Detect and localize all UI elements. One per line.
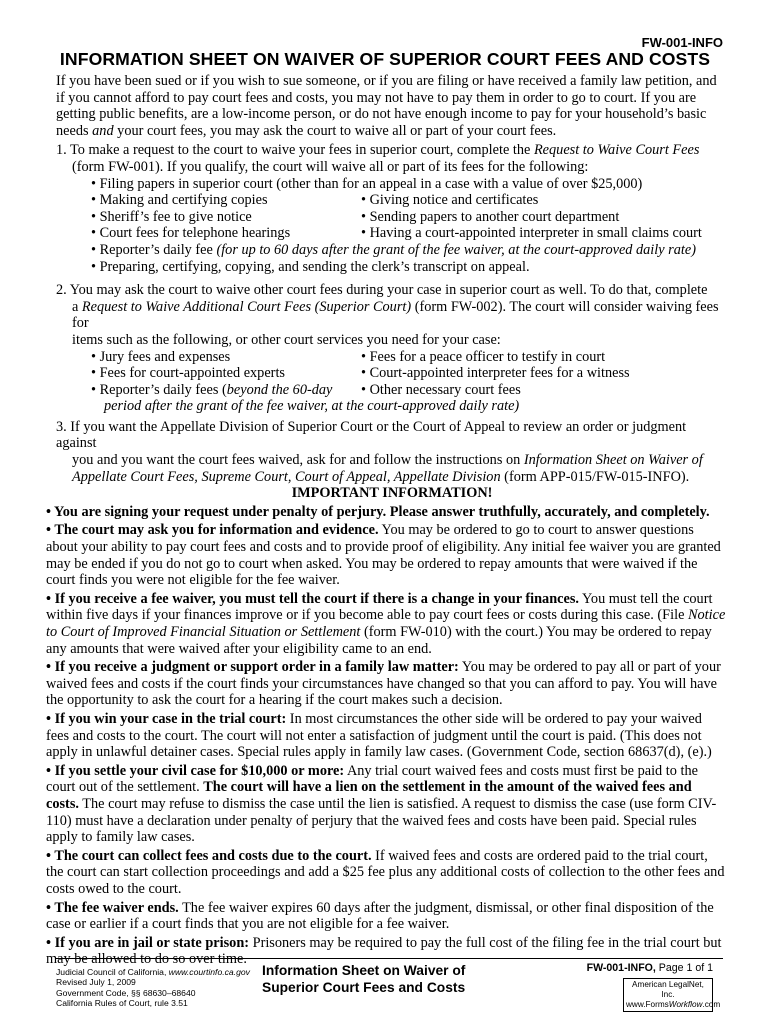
brand-url: [626, 1000, 721, 1010]
important-family-law-text: You may be ordered to pay all or part of your waived fees and costs if the court finds your circumstances have changed so that you can afford to pay. You will have the opportunity to ask the court for a hearing if the court makes such a decision.: [46, 659, 721, 709]
important-finances-form: Notice to Court of Improved Financial Situation or Settlement: [46, 607, 726, 640]
footer-rules: California Rules of Court, rule 3.51: [56, 998, 188, 1009]
important-win-case-text: In most circumstances the other side will be ordered to pay your waived fees and costs to the court. The court will not enter a satisfaction of judgment until the court is paid. (This does not apply in unlawful detainer cases. Special rules apply in family law cases. (Government Code, section 68637(d), (e).): [46, 710, 712, 761]
item-2-text-a: a: [72, 298, 82, 315]
important-win-case: [46, 711, 728, 761]
item-3-line-1: 3. If you want the Appellate Division of Superior Court or the Court of Appeal to review an order or judgment against: [56, 418, 687, 452]
footer-divider: [56, 958, 723, 959]
footer-revised: Revised July 1, 2009: [56, 977, 136, 988]
item-2-row-2: [56, 365, 728, 382]
important-finances: [46, 591, 728, 657]
important-collect-text: If waived fees and costs are ordered paid to the trial court, the court can start collection proceedings and add a $25 fee plus any additional costs of collection to the other fees and costs owed to the court.: [46, 847, 725, 897]
item-2-row-3: [56, 382, 728, 399]
intro-and: and: [92, 122, 114, 139]
item-1-bullet-sending: • Sending papers to another court department: [361, 208, 620, 225]
item-1-reporter-text: • Reporter’s daily fee: [91, 241, 217, 258]
item-1-text: 1. To make a request to the court to waive your fees in superior court, complete the: [56, 142, 534, 159]
important-settle-bold: • If you settle your civil case for $10,000 or more:: [46, 762, 345, 779]
important-heading: IMPORTANT INFORMATION!: [291, 485, 493, 502]
important-evidence-bold: • The court may ask you for information and evidence.: [46, 522, 379, 539]
item-1-row-3: [56, 209, 728, 226]
intro-text-1: If you have been sued or if you wish to sue someone, or if you are filing or have received a family law petition, and if you cannot afford to pay court fees and costs, you may not have to pay them in order to go to court. If you are getting public benefits, are a low-income person, or do not have enough income to pay for your household’s basic needs: [56, 73, 717, 139]
important-settle: [46, 763, 728, 846]
item-3-italic-b: Appellate Court Fees, Supreme Court, Court of Appeal, Appellate Division: [72, 468, 501, 485]
important-finances-text-b: (form FW-010) with the court.) You may be ordered to repay any amounts that were waived after your eligibility came to an end.: [46, 624, 712, 657]
important-waiver-ends-text: The fee waiver expires 60 days after the judgment, dismissal, or other final disposition of the case or earlier if a court finds that you are not eligible for a fee waiver.: [46, 899, 714, 933]
footer-council: [56, 967, 250, 977]
item-2-bullet-experts: • Fees for court-appointed experts: [91, 365, 285, 382]
item-1-bullet-sheriff: • Sheriff’s fee to give notice: [91, 208, 252, 225]
important-settle-text-a: Any trial court waived fees and costs must first be paid to the court out of the settlement.: [46, 762, 698, 796]
item-1-reporter-italic: (for up to 60 days after the grant of the fee waiver, at the court-approved daily rate): [216, 241, 696, 258]
item-3-line-2: [56, 452, 728, 469]
item-2-line-1: 2. You may ask the court to waive other court fees during your case in superior court as well. To do that, complete: [56, 282, 708, 299]
item-2-period-text: period after the grant of the fee waiver, at the court-approved daily rate): [104, 398, 520, 415]
item-1-line-2: (form FW-001). If you qualify, the court will waive all or part of its fees for the following:: [72, 158, 589, 175]
important-settle-lien: The court will have a lien on the settlement in the amount of the waived fees and costs.: [46, 779, 692, 812]
important-perjury: [46, 504, 728, 521]
item-1-bullet-copies: • Making and certifying copies: [91, 192, 268, 209]
item-2-reporter-italic: beyond the 60-day: [226, 381, 333, 398]
footer-left: [56, 967, 250, 1009]
item-2-bullet-jury: • Jury fees and expenses: [91, 348, 231, 365]
footer-title: [262, 962, 465, 997]
footer-gov-code: Government Code, §§ 68630–68640: [56, 987, 196, 998]
item-1-form-name: Request to Waive Court Fees: [533, 142, 700, 159]
item-2-line-3: items such as the following, or other court services you need for your case:: [72, 331, 501, 348]
item-3-text-b: (form APP-015/FW-015-INFO).: [500, 468, 690, 485]
brand-url-a: www.Forms: [626, 1000, 669, 1009]
item-3-text-a: you and you want the court fees waived, ask for and follow the instructions on: [72, 452, 524, 469]
item-1-row-2: [56, 192, 728, 209]
item-3: [56, 419, 728, 485]
important-family-law-bold: • If you receive a judgment or support order in a family law matter:: [46, 659, 459, 676]
item-2-reporter-text: • Reporter’s daily fees (: [91, 381, 227, 398]
important-win-case-bold: • If you win your case in the trial court:: [46, 710, 287, 727]
item-1-bullet-reporter: [56, 242, 728, 259]
form-number: FW-001-INFO: [641, 35, 723, 50]
item-2-row-1: [56, 349, 728, 366]
item-2: [56, 282, 728, 415]
item-2-bullet-interpreter: • Court-appointed interpreter fees for a witness: [361, 365, 630, 382]
brand-url-b: Workflow: [668, 1000, 703, 1009]
important-collect: [46, 848, 728, 898]
intro-text-2: your court fees, you may ask the court to waive all or part of your court fees.: [113, 122, 557, 139]
important-settle-text-b: The court may refuse to dismiss the case until the lien is satisfied. A request to dismiss the case (use form CIV-110) must have a declaration under penalty of perjury that the waived fees and costs have been paid. Special rules apply to family law cases.: [46, 795, 717, 846]
footer-council-text: Judicial Council of California,: [56, 967, 169, 977]
item-3-line-3: [56, 469, 728, 486]
footer-title-line-1: Information Sheet on Waiver of: [262, 963, 466, 978]
footer-title-line-2: Superior Court Fees and Costs: [262, 980, 466, 996]
brand-name: American LegalNet, Inc.: [632, 980, 704, 999]
page-title: INFORMATION SHEET ON WAIVER OF SUPERIOR COURT FEES AND COSTS: [59, 49, 711, 69]
item-1-bullet-telephone: • Court fees for telephone hearings: [91, 225, 291, 242]
item-1: [56, 142, 728, 275]
item-1-bullet-notice: • Giving notice and certificates: [361, 192, 539, 209]
important-family-law: [46, 659, 728, 709]
important-evidence: [46, 522, 728, 588]
item-3-italic-a: Information Sheet on Waiver of: [523, 452, 703, 469]
form-body: [46, 73, 728, 968]
intro-paragraph: [56, 73, 728, 139]
footer-form-number: FW-001-INFO,: [586, 962, 656, 974]
important-waiver-ends-bold: • The fee waiver ends.: [46, 899, 179, 916]
item-2-bullet-peace-officer: • Fees for a peace officer to testify in court: [361, 348, 606, 365]
important-prison-bold: • If you are in jail or state prison:: [46, 934, 250, 951]
item-1-bullet-interpreter: • Having a court-appointed interpreter in small claims court: [361, 225, 702, 242]
footer-page-number: Page 1 of 1: [655, 962, 713, 974]
footer-page-info: [587, 962, 713, 974]
item-2-form-name: Request to Waive Additional Court Fees (Superior Court): [81, 298, 412, 315]
item-2-text-b: (form FW-002). The court will consider waiving fees for: [72, 298, 719, 332]
important-waiver-ends: [46, 900, 728, 933]
important-evidence-text: You may be ordered to go to court to answer questions about your ability to pay court fees and costs and to provide proof of eligibility. Any initial fee waiver you are granted may be ended if you do not go to court when asked. You may be ordered to repay amounts that were waived if the court finds you were not eligible for the fee waiver.: [46, 522, 721, 589]
item-1-line-1: [56, 142, 728, 159]
item-1-bullet-transcript: • Preparing, certifying, copying, and sending the clerk’s transcript on appeal.: [91, 258, 530, 275]
item-2-line-2: [56, 299, 728, 332]
important-perjury-text: • You are signing your request under penalty of perjury. Please answer truthfully, accurately, and completely.: [46, 503, 710, 520]
item-1-row-4: [56, 225, 728, 242]
brand-url-c: .com: [702, 1000, 721, 1009]
important-finances-text-a: You must tell the court within five days if your finances improve or if you become able to pay court fees or costs during this case. (File: [46, 590, 713, 624]
item-1-bullet-filing: • Filing papers in superior court (other than for an appeal in a case with a value of over $25,000): [91, 175, 643, 192]
important-finances-bold: • If you receive a fee waiver, you must tell the court if there is a change in your finances.: [46, 590, 579, 607]
important-prison-text: Prisoners may be required to pay the full cost of the filing fee in the trial court but may be allowed to do so over time.: [46, 934, 722, 968]
item-2-line-period: [56, 398, 728, 415]
important-collect-bold: • The court can collect fees and costs due to the court.: [46, 847, 372, 864]
footer-courtinfo-link[interactable]: www.courtinfo.ca.gov: [168, 967, 250, 977]
item-2-bullet-reporter: [91, 382, 361, 399]
brand-box[interactable]: [623, 978, 721, 1012]
item-2-bullet-other: • Other necessary court fees: [361, 381, 521, 398]
